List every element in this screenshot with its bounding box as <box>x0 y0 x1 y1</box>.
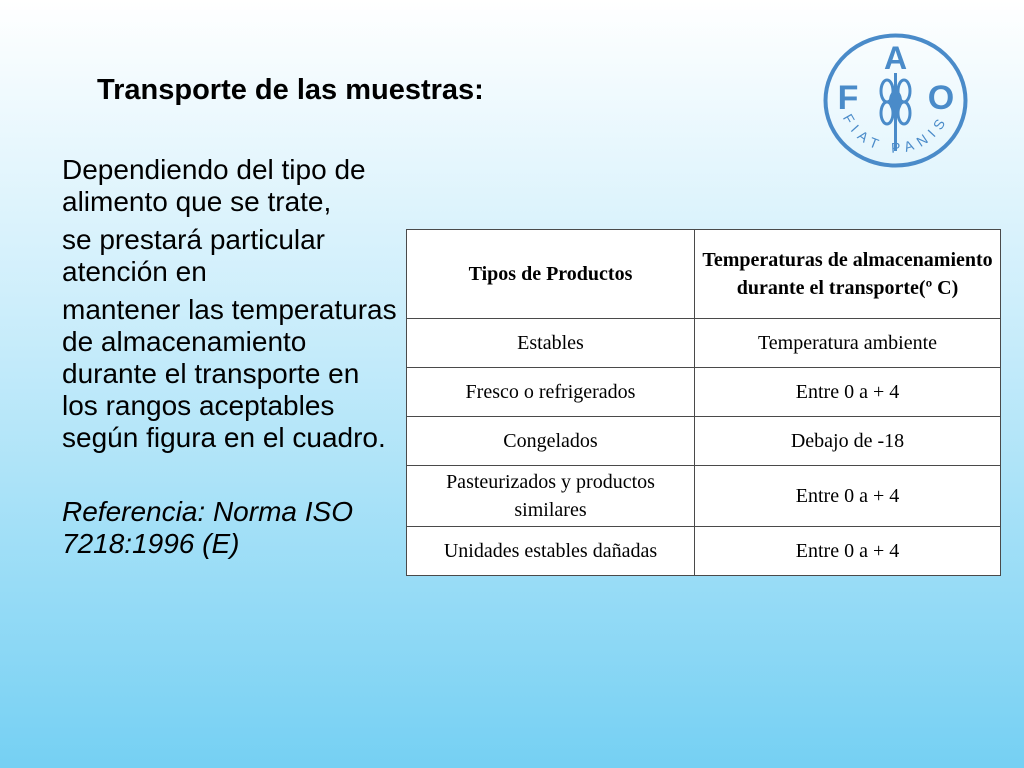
transport-temperature-table <box>406 229 1001 576</box>
body-paragraph-2: se prestará particular atención en <box>62 224 326 287</box>
logo-motto: FIAT PANIS <box>839 111 952 156</box>
logo-letter-f: F <box>837 79 859 117</box>
logo-letter-o: O <box>927 79 955 117</box>
header-temperature: Temperaturas de almacenamiento durante el transporte(º C) <box>695 230 1001 319</box>
reference-text: Referencia: Norma ISO 7218:1996 (E) <box>62 496 353 559</box>
table-row <box>407 466 1001 527</box>
cell-product: Pasteurizados y productos similares <box>407 466 695 527</box>
table-header-row <box>407 230 1001 319</box>
table-row <box>407 319 1001 368</box>
body-text <box>62 154 398 566</box>
table-row <box>407 417 1001 466</box>
body-paragraph-1: Dependiendo del tipo de alimento que se trate, <box>62 154 366 217</box>
cell-product: Congelados <box>407 417 695 466</box>
table-row <box>407 368 1001 417</box>
logo-letter-a: A <box>883 40 908 76</box>
cell-product: Unidades estables dañadas <box>407 527 695 576</box>
table-row <box>407 527 1001 576</box>
cell-temperature: Debajo de -18 <box>695 417 1001 466</box>
fao-logo-icon <box>823 33 968 168</box>
cell-temperature: Entre 0 a + 4 <box>695 368 1001 417</box>
cell-product: Fresco o refrigerados <box>407 368 695 417</box>
slide-title: Transporte de las muestras: <box>97 74 484 106</box>
cell-product: Estables <box>407 319 695 368</box>
header-product-type: Tipos de Productos <box>407 230 695 319</box>
cell-temperature: Entre 0 a + 4 <box>695 466 1001 527</box>
body-paragraph-3: mantener las temperaturas de almacenamiento durante el transporte en los rangos aceptables según figura en el cuadro. <box>62 294 397 453</box>
cell-temperature: Temperatura ambiente <box>695 319 1001 368</box>
cell-temperature: Entre 0 a + 4 <box>695 527 1001 576</box>
